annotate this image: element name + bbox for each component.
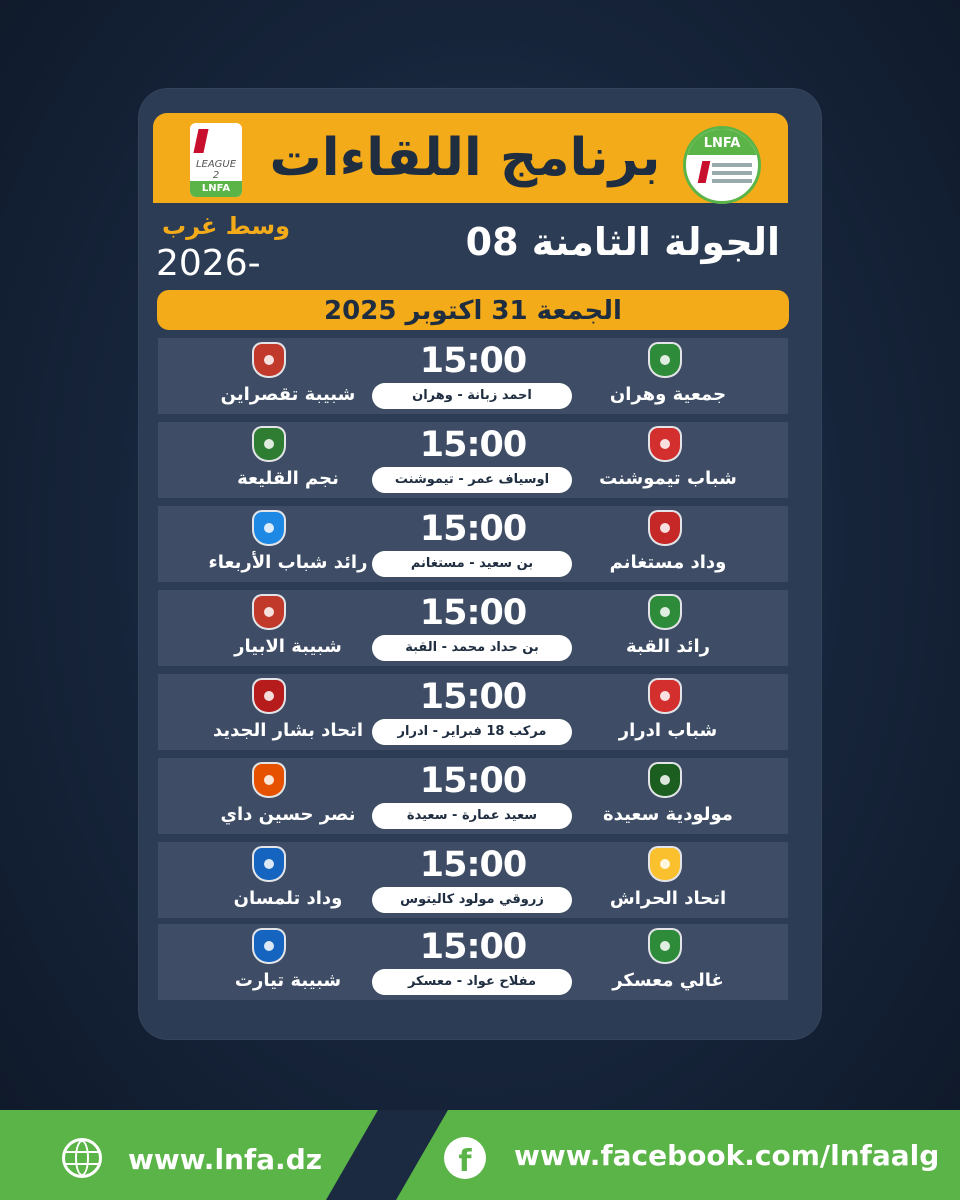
away-team: رائد شباب الأربعاء <box>208 552 368 573</box>
match-row <box>158 674 788 750</box>
lnfa-logo-text: LNFA <box>686 129 758 155</box>
match-row <box>158 842 788 918</box>
page-title: برنامج اللقاءات <box>269 128 661 188</box>
match-row <box>158 590 788 666</box>
match-time: 15:00 <box>419 845 527 885</box>
home-team: غالي معسكر <box>612 970 724 991</box>
home-team: شباب ادرار <box>618 720 718 741</box>
match-date: الجمعة 31 اكتوبر 2025 <box>157 290 789 330</box>
venue-badge: احمد زبانة - وهران <box>372 383 572 409</box>
match-time: 15:00 <box>419 425 527 465</box>
venue-badge: اوسياف عمر - تيموشنت <box>372 467 572 493</box>
venue-badge: مركب 18 فبراير - ادرار <box>372 719 572 745</box>
home-team: مولودية سعيدة <box>603 804 733 825</box>
home-team: شباب تيموشنت <box>599 468 737 489</box>
match-time: 15:00 <box>419 509 527 549</box>
home-team: جمعية وهران <box>609 384 727 405</box>
home-team: رائد القبة <box>625 636 711 657</box>
league-2-logo <box>190 123 242 197</box>
match-time: 15:00 <box>419 593 527 633</box>
league-2-logo-text: LEAGUE 2 <box>195 159 237 181</box>
facebook-link[interactable]: www.facebook.com/lnfaalg <box>514 1139 940 1172</box>
match-row <box>158 506 788 582</box>
venue-badge: مفلاح عواد - معسكر <box>372 969 572 995</box>
venue-badge: بن حداد محمد - القبة <box>372 635 572 661</box>
globe-parallel <box>65 1163 99 1165</box>
region-label: وسط غرب <box>161 212 290 240</box>
match-row <box>158 422 788 498</box>
away-team: اتحاد بشار الجديد <box>212 720 364 741</box>
season-label: 2026- <box>156 243 261 284</box>
match-row <box>158 924 788 1000</box>
home-team: وداد مستغانم <box>609 552 727 573</box>
round-label: الجولة الثامنة 08 <box>465 220 780 264</box>
match-row <box>158 758 788 834</box>
match-time: 15:00 <box>419 927 527 967</box>
away-team: شبيبة تيارت <box>234 970 342 991</box>
website-link[interactable]: www.lnfa.dz <box>128 1143 323 1176</box>
venue-badge: بن سعيد - مستغانم <box>372 551 572 577</box>
league-2-logo-band: LNFA <box>190 181 242 197</box>
venue-badge: زروقي مولود كاليتوس <box>372 887 572 913</box>
match-time: 15:00 <box>419 677 527 717</box>
facebook-icon: f <box>444 1137 486 1179</box>
lnfa-logo <box>683 126 761 204</box>
match-time: 15:00 <box>419 761 527 801</box>
match-time: 15:00 <box>419 341 527 381</box>
match-row <box>158 338 788 414</box>
globe-icon <box>62 1138 102 1178</box>
venue-badge: سعيد عمارة - سعيدة <box>372 803 572 829</box>
lnfa-logo-lines <box>712 163 752 167</box>
lnfa-logo-mark <box>698 161 711 183</box>
away-team: شبيبة الابيار <box>234 636 342 657</box>
globe-parallel <box>65 1151 99 1153</box>
away-team: نجم القليعة <box>237 468 339 489</box>
away-team: شبيبة تقصراين <box>220 384 356 405</box>
away-team: وداد تلمسان <box>233 888 343 909</box>
globe-meridian <box>75 1140 89 1176</box>
home-team: اتحاد الحراش <box>609 888 727 909</box>
away-team: نصر حسين داي <box>220 804 356 825</box>
